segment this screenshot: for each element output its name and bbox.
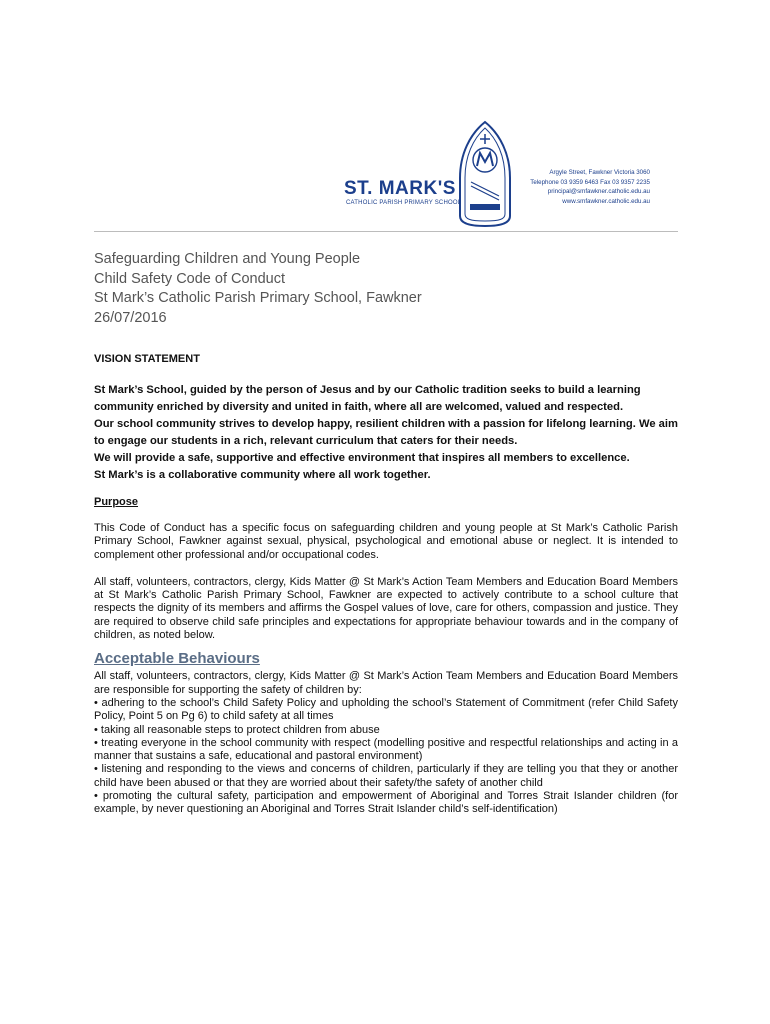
- vision-paragraph: We will provide a safe, supportive and effective environment that inspires all members to excellence.: [94, 452, 630, 464]
- acceptable-behaviours-heading: Acceptable Behaviours: [94, 650, 260, 668]
- vision-paragraph: St Mark’s School, guided by the person of Jesus and by our Catholic tradition seeks to build a learning community enriched by diversity and united in faith, where all are welcomed, valued and respected.: [94, 384, 641, 413]
- document-body: [94, 250, 678, 817]
- address: Argyle Street, Fawkner Victoria 3060: [549, 169, 650, 176]
- purpose-paragraph-1: This Code of Conduct has a specific focus on safeguarding children and young people at St Mark’s Catholic Parish Primary School, Fawkner against sexual, physical, psychological and emotional abuse or neglect. It is intended to complement other professional and/or occupational codes.: [94, 522, 678, 561]
- acceptable-intro: All staff, volunteers, contractors, clergy, Kids Matter @ St Mark’s Action Team Members and Education Board Members are responsible for supporting the safety of children by:: [94, 670, 678, 696]
- doc-title-line-3: St Mark’s Catholic Parish Primary School, Fawkner: [94, 290, 422, 306]
- purpose-heading: Purpose: [94, 496, 139, 508]
- vision-paragraph: St Mark’s is a collaborative community where all work together.: [94, 469, 431, 481]
- list-item: • adhering to the school’s Child Safety Policy and upholding the school’s Statement of Commitment (refer Child Safety Policy, Point 5 on Pg 6) to child safety at all times: [94, 696, 678, 723]
- header-divider: [94, 231, 678, 232]
- list-item: • promoting the cultural safety, participation and empowerment of Aboriginal and Torres Strait Islander children (for example, by never questioning an Aboriginal and Torres Strait Islander child’s self-identification): [94, 790, 678, 816]
- doc-date: 26/07/2016: [94, 309, 167, 326]
- contact-details: [506, 168, 650, 206]
- vision-paragraph: Our school community strives to develop happy, resilient children with a passion for lifelong learning. We aim to engage our students in a rich, relevant curriculum that caters for their needs.: [94, 418, 678, 447]
- list-item: • treating everyone in the school community with respect (modelling positive and respectful relationships and acting in a manner that sustains a safe, educational and pastoral environment): [94, 736, 678, 763]
- doc-title-line-1: Safeguarding Children and Young People: [94, 251, 361, 267]
- letterhead: [94, 116, 678, 228]
- phone: Telephone 03 9359 6463 Fax 03 9357 2235: [530, 178, 650, 186]
- website-link[interactable]: www.smfawkner.catholic.edu.au: [562, 197, 650, 205]
- school-subtitle: CATHOLIC PARISH PRIMARY SCHOOL: [346, 200, 462, 206]
- email-link[interactable]: principal@smfawkner.catholic.edu.au: [547, 188, 650, 195]
- list-item: • listening and responding to the views and concerns of children, particularly if they are telling you that they or another child have been abused or that they are worried about their safety/the safety of another child: [94, 763, 678, 789]
- purpose-paragraph-2: All staff, volunteers, contractors, clergy, Kids Matter @ St Mark’s Action Team Members and Education Board Members at St Mark’s Catholic Parish Primary School, Fawkner are expected to actively contribute to a school culture that respects the dignity of its members and affirms the Gospel values of love, care for others, compassion and justice. They are required to observe child safe principles and expectations for appropriate behaviour towards and in the company of children, as noted below.: [94, 575, 678, 642]
- vision-heading: VISION STATEMENT: [94, 353, 200, 365]
- list-item: • taking all reasonable steps to protect children from abuse: [94, 723, 380, 736]
- school-name: ST. MARK'S: [344, 178, 456, 199]
- vision-statement: [94, 382, 678, 484]
- acceptable-list: [94, 697, 678, 817]
- doc-title-line-2: Child Safety Code of Conduct: [94, 270, 286, 287]
